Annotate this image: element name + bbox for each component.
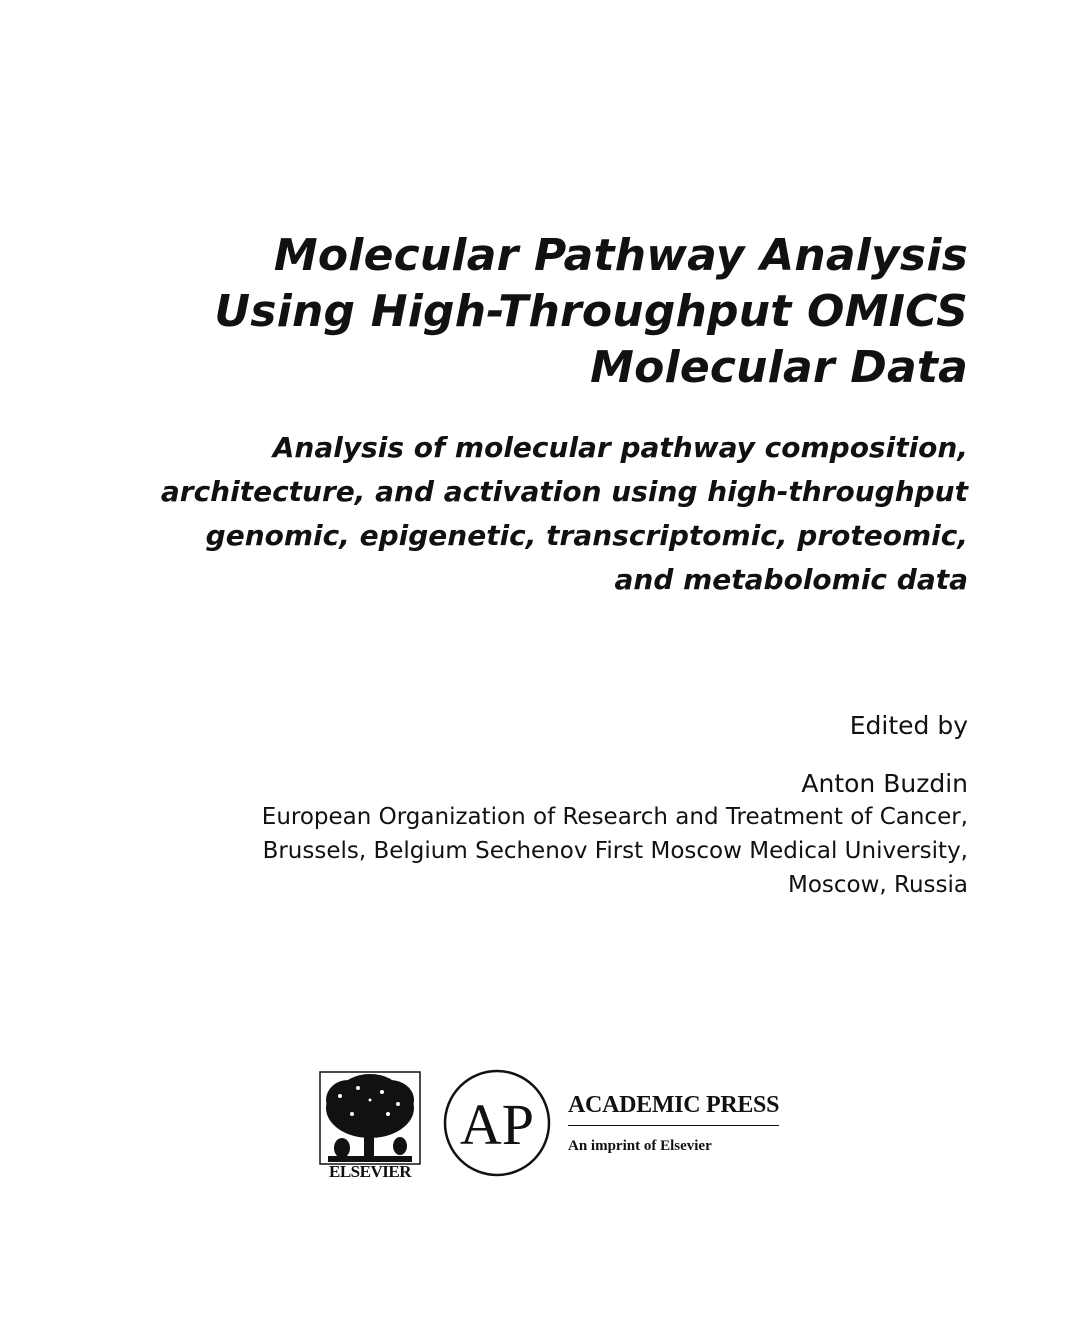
editor-name: Anton Buzdin <box>801 769 968 798</box>
book-subtitle <box>88 426 968 602</box>
book-subtitle-line: Analysis of molecular pathway composition, <box>272 431 968 464</box>
ap-monogram-text: AP <box>459 1092 535 1157</box>
book-title-line: Molecular Pathway Analysis <box>273 230 968 281</box>
affiliation-line: Brussels, Belgium Sechenov First Moscow Medical University, <box>262 838 968 864</box>
publisher-imprint: An imprint of Elsevier <box>568 1138 712 1154</box>
publisher-name: ACADEMIC PRESS <box>568 1092 779 1126</box>
affiliation-line: European Organization of Research and Treatment of Cancer, <box>261 804 968 830</box>
editor-affiliation <box>188 800 968 902</box>
book-subtitle-line: genomic, epigenetic, transcriptomic, proteomic, <box>205 519 968 552</box>
book-subtitle-line: architecture, and activation using high-throughput <box>160 475 968 508</box>
edited-by-label: Edited by <box>849 711 968 740</box>
publisher-logos <box>318 1062 798 1192</box>
book-subtitle-line: and metabolomic data <box>614 563 968 596</box>
book-title-line: Molecular Data <box>590 342 968 393</box>
academic-press-monogram-logo <box>442 1068 552 1178</box>
book-title <box>148 228 968 396</box>
book-title-line: Using High-Throughput OMICS <box>214 286 968 337</box>
elsevier-wordmark: ELSEVIER <box>329 1162 411 1181</box>
affiliation-line: Moscow, Russia <box>787 872 968 898</box>
